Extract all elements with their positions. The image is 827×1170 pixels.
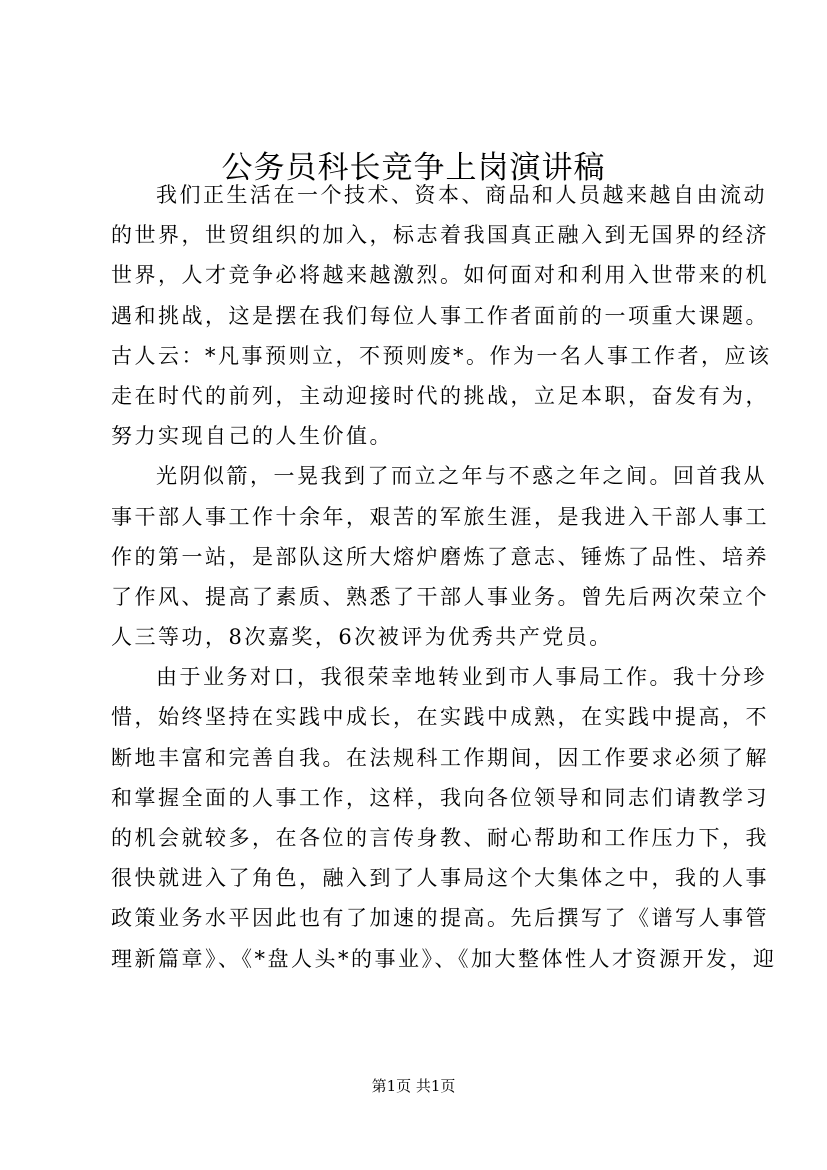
paragraph-line: 古人云：*凡事预则立，不预则废*。作为一名人事工作者，应该 [111,343,772,368]
paragraph-line: 很快就进入了角色，融入到了人事局这个大集体之中，我的人事 [111,866,769,891]
paragraph-line: 由于业务对口，我很荣幸地转业到市人事局工作。我十分珍 [156,665,767,690]
paragraph-line: 光阴似箭，一晃我到了而立之年与不惑之年之间。回首我从 [156,464,767,489]
paragraph-line: 作的第一站，是部队这所大熔炉磨炼了意志、锤炼了品性、培养 [111,544,769,569]
paragraph-line: 我们正生活在一个技术、资本、商品和人员越来越自由流动 [156,183,767,207]
paragraph-line: 世界，人才竞争必将越来越激烈。如何面对和利用入世带来的机 [111,263,769,288]
paragraph-line: 遇和挑战，这是摆在我们每位人事工作者面前的一项重大课题。 [111,303,769,328]
paragraph-line: 断地丰富和完善自我。在法规科工作期间，因工作要求必须了解 [111,745,769,770]
paragraph-line: 人三等功，8次嘉奖，6次被评为优秀共产党员。 [111,625,613,650]
paragraph-line: 的机会就较多，在各位的言传身教、耐心帮助和工作压力下，我 [111,826,769,850]
paragraph-line: 的世界，世贸组织的加入，标志着我国真正融入到无国界的经济 [111,223,769,248]
paragraph-line: 理新篇章》、《*盘人头*的事业》、《加大整体性人才资源开发，迎 [111,946,777,971]
document-title: 公务员科长竞争上岗演讲稿 [221,150,606,186]
document-body [111,175,777,979]
paragraph-line: 政策业务水平因此也有了加速的提高。先后撰写了《谱写人事管 [111,906,769,931]
paragraph-line: 事干部人事工作十余年，艰苦的军旅生涯，是我进入干部人事工 [111,504,769,529]
paragraph-line: 了作风、提高了素质、熟悉了干部人事业务。曾先后两次荣立个 [111,584,769,609]
paragraph-line: 和掌握全面的人事工作，这样，我向各位领导和同志们请教学习 [111,785,769,810]
page-footer: 第1页 共1页 [371,1077,456,1095]
paragraph-line: 惜，始终坚持在实践中成长，在实践中成熟，在实践中提高，不 [111,705,769,730]
paragraph-line: 努力实现自己的人生价值。 [111,424,393,449]
paragraph-line: 走在时代的前列，主动迎接时代的挑战，立足本职，奋发有为， [111,383,769,408]
